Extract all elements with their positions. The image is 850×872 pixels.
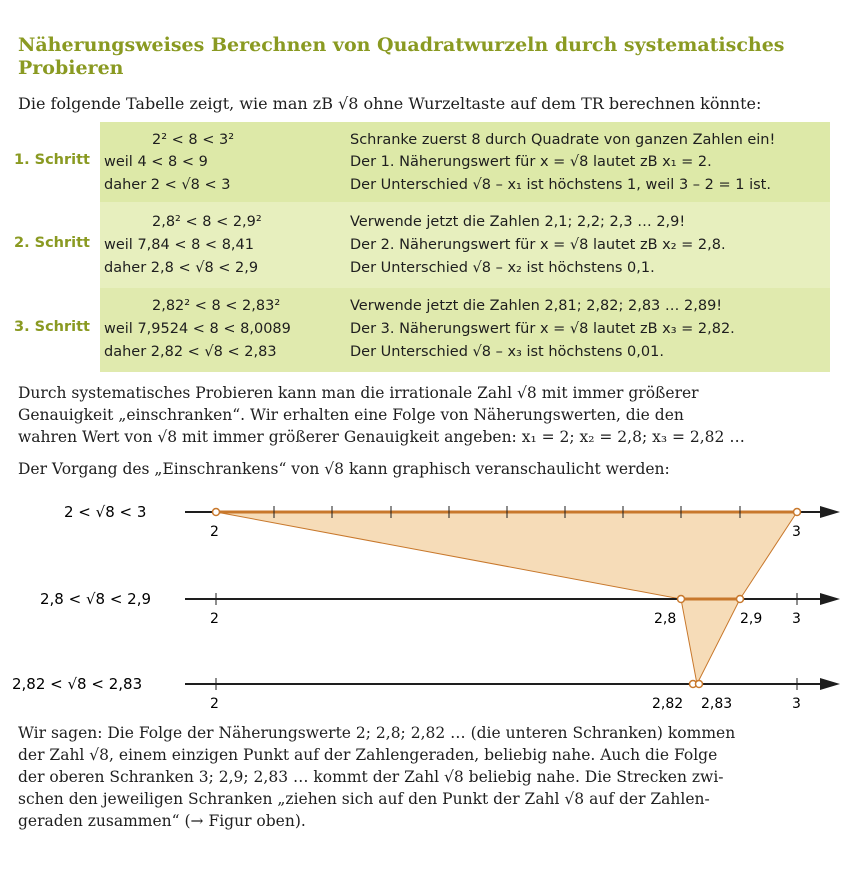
intro-text: Die folgende Tabelle zeigt, wie man zB √8 ohne Wurzeltaste auf dem TR berechnen könnte: [18,94,762,113]
inequality-label: 2,8 < √8 < 2,9 [40,590,152,608]
number-line-3 [12,675,840,712]
inequality-label: 2,82 < √8 < 2,83 [12,675,143,693]
tick-label: 3 [792,524,801,540]
tick-label: 2,9 [740,611,763,627]
arrow-head [820,506,840,518]
step-1-math-2: weil 4 < 8 < 9 [104,154,208,170]
tick-label: 2 [210,524,219,540]
step-3-text-2: Der 3. Näherungswert für x = √8 lautet zB x₃ = 2,82. [350,321,735,337]
step-2-math-2: weil 7,84 < 8 < 8,41 [104,237,254,253]
tick-label: 2 [210,696,219,712]
step-1-label: 1. Schritt [14,152,90,168]
step-2-math-1: 2,8² < 8 < 2,9² [152,214,262,230]
paragraph-1-line-3: wahren Wert von √8 mit immer größerer Genauigkeit angeben: x₁ = 2; x₂ = 2,8; x₃ = 2,82 … [18,428,745,446]
paragraph-3-line-1: Wir sagen: Die Folge der Näherungswerte 2; 2,8; 2,82 … (die unteren Schranken) kommen [18,724,736,742]
arrow-head [820,678,840,690]
step-2-math-3: daher 2,8 < √8 < 2,9 [104,260,259,276]
step-3-text-1: Verwende jetzt die Zahlen 2,81; 2,82; 2,83 … 2,89! [350,298,723,314]
tick-label: 2,8 [654,611,677,627]
step-2-text-1: Verwende jetzt die Zahlen 2,1; 2,2; 2,3 … 2,9! [350,214,686,230]
paragraph-3 [18,722,838,832]
tick-label: 2 [210,611,219,627]
steps-table [100,122,830,372]
step-2-label: 2. Schritt [14,235,90,251]
paragraph-1 [18,382,838,448]
tick-label: 2,82 [652,696,684,712]
step-1-text-1: Schranke zuerst 8 durch Quadrate von ganzen Zahlen ein! [350,132,776,148]
step-3-math-2: weil 7,9524 < 8 < 8,0089 [104,321,291,337]
lower-bound-point [678,596,685,603]
step-1-math-3: daher 2 < √8 < 3 [104,177,231,193]
step-3-label: 3. Schritt [14,319,90,335]
number-line-figure [0,490,850,720]
step-3-math-1: 2,82² < 8 < 2,83² [152,298,281,314]
tick-label: 2,83 [701,696,733,712]
upper-bound-point [696,681,703,688]
step-3-text-3: Der Unterschied √8 – x₃ ist höchstens 0,01. [350,344,664,360]
step-3-math-3: daher 2,82 < √8 < 2,83 [104,344,277,360]
upper-bound-point [794,509,801,516]
paragraph-3-line-3: der oberen Schranken 3; 2,9; 2,83 … kommt der Zahl √8 beliebig nahe. Die Strecken zwi- [18,768,724,786]
step-1-text-2: Der 1. Näherungswert für x = √8 lautet zB x₁ = 2. [350,154,712,170]
page-title: Näherungsweises Berechnen von Quadratwurzeln durch systematisches Probieren [18,34,785,79]
step-1-text-3: Der Unterschied √8 – x₁ ist höchstens 1, weil 3 – 2 = 1 ist. [350,177,771,193]
arrow-head [820,593,840,605]
inequality-label: 2 < √8 < 3 [64,503,147,521]
upper-bound-point [737,596,744,603]
lower-bound-point [213,509,220,516]
step-2-text-2: Der 2. Näherungswert für x = √8 lautet zB x₂ = 2,8. [350,237,726,253]
paragraph-2: Der Vorgang des „Einschrankens“ von √8 kann graphisch veranschaulicht werden: [18,460,670,478]
paragraph-1-line-2: Genauigkeit „einschranken“. Wir erhalten eine Folge von Näherungswerten, die den [18,406,684,424]
paragraph-3-line-2: der Zahl √8, einem einzigen Punkt auf der Zahlengeraden, beliebig nahe. Auch die Folge [18,746,718,764]
step-1-math-1: 2² < 8 < 3² [152,132,235,148]
paragraph-3-line-5: geraden zusammen“ (→ Figur oben). [18,812,306,830]
tick-label: 3 [792,696,801,712]
step-2-text-3: Der Unterschied √8 – x₂ ist höchstens 0,1. [350,260,655,276]
paragraph-3-line-4: schen den jeweiligen Schranken „ziehen sich auf den Punkt der Zahl √8 auf der Zahlen- [18,790,710,808]
paragraph-1-line-1: Durch systematisches Probieren kann man die irrationale Zahl √8 mit immer größerer [18,384,699,402]
tick-label: 3 [792,611,801,627]
